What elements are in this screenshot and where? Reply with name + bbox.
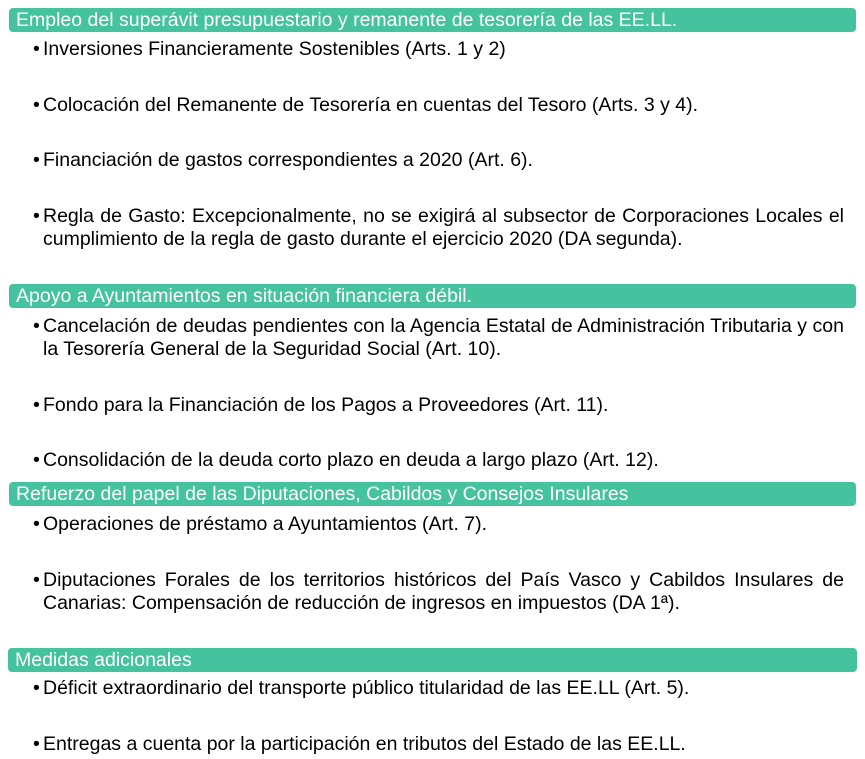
bullet: • <box>33 94 40 116</box>
list-item-text: Déficit extraordinario del transporte público titularidad de las EE.LL (Art. 5). <box>43 677 690 699</box>
list-item <box>33 394 844 417</box>
section-header-medidas: Medidas adicionales <box>8 648 857 672</box>
list-item-text: Diputaciones Forales de los territorios históricos del País Vasco y Cabildos Insulares de Canarias: Compensación de reducción de ingresos en impuestos (DA 1ª). <box>43 569 844 614</box>
list-item <box>33 733 844 756</box>
list-item-text: Regla de Gasto: Excepcionalmente, no se exigirá al subsector de Corporaciones Locales el cumplimiento de la regla de gasto durante el ejercicio 2020 (DA segunda). <box>43 205 844 250</box>
list-item <box>33 569 844 615</box>
list-item-text: Financiación de gastos correspondientes a 2020 (Art. 6). <box>43 149 533 171</box>
list-item-text: Entregas a cuenta por la participación en tributos del Estado de las EE.LL. <box>43 733 686 755</box>
list-item-text: Colocación del Remanente de Tesorería en cuentas del Tesoro (Arts. 3 y 4). <box>43 94 699 116</box>
list-item <box>33 677 844 700</box>
bullet: • <box>33 38 40 60</box>
bullet: • <box>33 513 40 535</box>
list-item <box>33 315 844 361</box>
bullet: • <box>33 149 40 171</box>
list-item <box>33 94 844 117</box>
bullet: • <box>33 315 40 337</box>
list-item <box>33 205 844 251</box>
bullet: • <box>33 733 40 755</box>
list-item <box>33 449 844 472</box>
bullet: • <box>33 677 40 699</box>
bullet: • <box>33 205 40 227</box>
list-item-text: Cancelación de deudas pendientes con la Agencia Estatal de Administración Tributaria y con la Tesorería General de la Seguridad Social (Art. 10). <box>43 315 844 360</box>
bullet: • <box>33 394 40 416</box>
list-item-text: Operaciones de préstamo a Ayuntamientos (Art. 7). <box>43 513 488 535</box>
section-header-superavit: Empleo del superávit presupuestario y remanente de tesorería de las EE.LL. <box>9 8 856 32</box>
list-item <box>33 38 844 61</box>
section-header-refuerzo: Refuerzo del papel de las Diputaciones, Cabildos y Consejos Insulares <box>9 482 856 506</box>
list-item-text: Consolidación de la deuda corto plazo en deuda a largo plazo (Art. 12). <box>43 449 659 471</box>
bullet: • <box>33 569 40 591</box>
list-item-text: Inversiones Financieramente Sostenibles (Arts. 1 y 2) <box>43 38 506 60</box>
section-header-apoyo: Apoyo a Ayuntamientos en situación financiera débil. <box>9 284 856 308</box>
bullet: • <box>33 449 40 471</box>
list-item <box>33 149 844 172</box>
list-item <box>33 513 844 536</box>
list-item-text: Fondo para la Financiación de los Pagos a Proveedores (Art. 11). <box>43 394 609 416</box>
